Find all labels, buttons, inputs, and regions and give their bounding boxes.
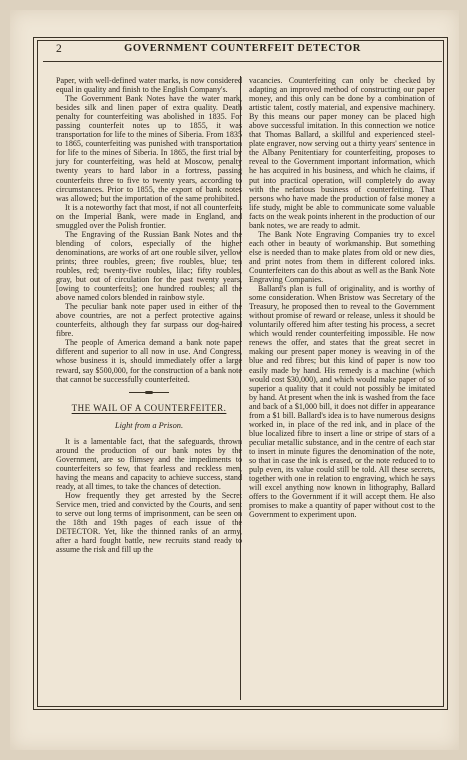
section-subtitle: Light from a Prison. (114, 420, 184, 430)
paragraph: The Engraving of the Russian Bank Notes and the blending of colors, especially of the higher denominations, are works of art one rouble silver, yellow prints; three roubles, green; five roubles, blue; ten roubles, red; twenty-five roubles, lilac; fifty roubles, gray, but out of circulation for the past twenty years, [owing to counterfeits]; one hundred roubles; all the above named colors blended in rainbow style. (56, 229, 242, 303)
paragraph: It is a noteworthy fact that most, if not all counterfeits on the Imperial Bank, were made in England, and smuggled over the Polish frontier. (56, 202, 242, 230)
paragraph: The Bank Note Engraving Companies try to excel each other in beauty of workmanship. But something else is needed than to make plates from old or new dies, and print notes from them in different colored inks. Counterfeiters can do this about as well as the Bank Note Engraving Companies. (249, 229, 435, 285)
right-column (249, 76, 435, 519)
paragraph: The Government Bank Notes have the water mark, besides silk and linen paper of extra quality. Death penalty for counterfeiting was abolished in 1835. For passing counterfeit notes up to 1855, it was transportation for life to the mines of Siberia. From 1835 to 1865, counterfeiting was punished with transportation for life to the mines of Siberia. In 1865, the first trial by jury for counterfeiting, was held at Moscow, penalty twenty years to hard labor in a fortress, passing counterfeits three to five to twenty years, according to circumstances. Prior to 1855, the export of bank notes was allowed; but the importation of the same prohibited. (56, 94, 242, 203)
paragraph: It is a lamentable fact, that the safeguards, thrown around the production of our bank notes by the Government, are so flimsey and the impediments to counterfeiters so few, that fearless and reckless men, having the means and capacity to achieve success, stand ready, at all times, to take the chances of detection. (56, 436, 242, 491)
paragraph: How frequently they get arrested by the Secret Service men, tried and convicted by the Courts, and sent to serve out long terms of imprisonment, can be seen on the 18th and 19th pages of each issue of the DETECTOR. Yet, like the thinned ranks of an army, after a hard fought battle, new recruits stand ready to assume the risk and fill up the (56, 490, 242, 555)
paragraph: Paper, with well-defined water marks, is now considered equal in quality and finish to the English Company's. (56, 76, 242, 95)
page-number: 2 (56, 43, 62, 55)
header-rule (43, 61, 442, 62)
paragraph: Ballard's plan is full of originality, and is worthy of some consideration. When Bristow was Secretary of the Treasury, he proposed then to reveal to the Government without promise of reward or release, unless it should be voluntarily offered him after testing his process, a secret which would render counterfeiting impossible. He now renews the offer, and states that the great secret in making our present paper money is weaving in of the blue and red fibres; but this kind of paper is now too easily made by hand. His remedy is a machine (which would cost $30,000), and which would make paper of so superior a quality that it could not possibly be imitated by hand. At present when the ink is washed from the face and back of a $1,000 bill, it does not differ in appearance from a $1 bill. Ballard's idea is to have numerous designs worked in, in place of the red ink, and in place of the blue localized fibre to insert a line or stripe of stars of a peculiar metallic substance, and in the centre of each star to insert in minute figures the denomination of the note, so that in case the ink is erased, or the note reduced to to pulp even, its value could still be told. All these secrets, together with one in relation to engraving, which he says will excel anything now known in lithography, Ballard offers to the Government if it will accept them. He also promises to make a quantity of paper without cost to the Government to experiment upon. (249, 284, 435, 520)
page-header (43, 43, 442, 59)
section-ornament (129, 391, 169, 395)
left-column (56, 76, 242, 554)
running-head: GOVERNMENT COUNTERFEIT DETECTOR (124, 43, 361, 54)
section-title: THE WAIL OF A COUNTERFEITER. (71, 402, 227, 413)
paragraph: vacancies. Counterfeiting can only be checked by adapting an improved method of constructing our paper money, and this only can be done by a combination of artistic talent, costly material, and expensive machinery. By this means our paper money can be placed high above successful imitation. In this connection we notice that Thomas Ballard, a skillful and experienced steel-plate engraver, now serving out a thirty years' sentence in the Albany Penitentiary for counterfeiting, proposes to reveal to the Government important information, which he has acquired in his business, and which he claims, if put into practical operation, will completely do away with the nefarious business of counterfeiting. That persons who have made the production of false money a life study, might be able to communicate some valuable facts on the weak points inherent in the production of our bank notes, we are ready to admit. (249, 76, 435, 230)
paragraph: The people of America demand a bank note paper different and superior to all now in use. And Congress, whose business it is, should immediately offer a large reward, say $500,000, for the construction of a bank note that cannot be successfully counterfeited. (56, 338, 242, 384)
paragraph: The peculiar bank note paper used in either of the above countries, are not a perfect protective against counterfeits, although they far surpass our dog-haired fibre. (56, 302, 242, 339)
